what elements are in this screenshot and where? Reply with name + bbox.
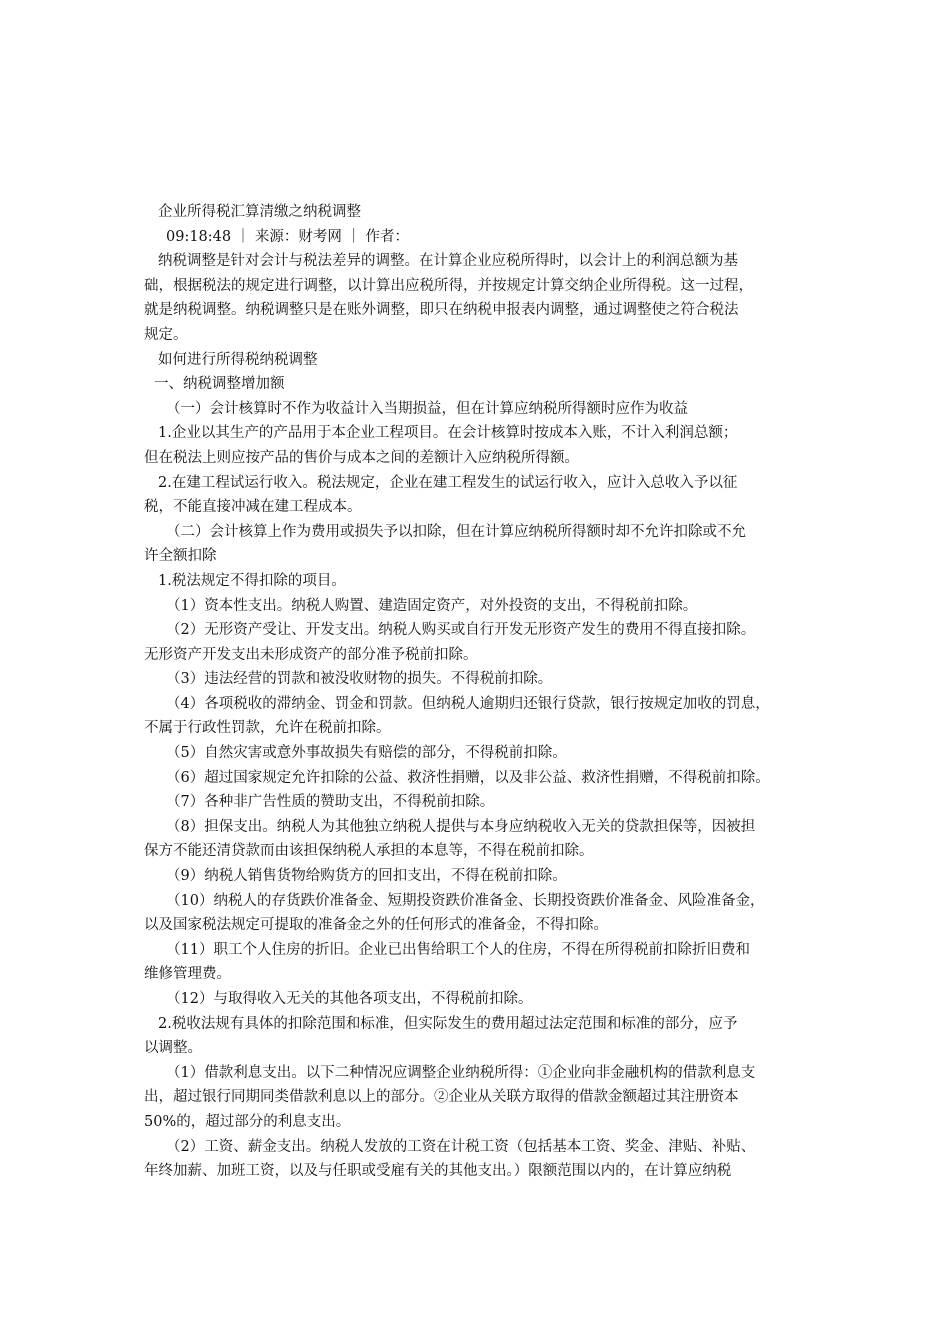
text-line: 础，根据税法的规定进行调整，以计算出应税所得，并按规定计算交纳企业所得税。这一过程， [144,277,753,294]
text-line: 保方不能还清贷款而由该担保纳税人承担的本息等，不得在税前扣除。 [144,843,594,860]
text-line: 就是纳税调整。纳税调整只是在账外调整，即只在纳税申报表内调整，通过调整使之符合税法 [144,302,739,319]
document-lines [144,249,820,1184]
text-line: 50%的，超过部分的利息支出。 [144,1113,351,1130]
text-line: （2）无形资产受让、开发支出。纳税人购买或自行开发无形资产发生的费用不得直接扣除。 [166,622,756,639]
text-line: （1）借款利息支出。以下二种情况应调整企业纳税所得：①企业向非金融机构的借款利息支 [166,1064,756,1081]
text-line: （7）各种非广告性质的赞助支出，不得税前扣除。 [166,794,495,811]
text-line: 维修管理费。 [144,966,231,983]
text-line: （一）会计核算时不作为收益计入当期损益，但在计算应纳税所得额时应作为收益 [166,400,688,417]
text-line: 1.税法规定不得扣除的项目。 [158,572,346,589]
text-line: （11）职工个人住房的折旧。企业已出售给职工个人的住房，不得在所得税前扣除折旧费和 [166,941,750,958]
text-line: 如何进行所得税纳税调整 [158,351,318,368]
text-line: 年终加薪、加班工资，以及与任职或受雇有关的其他支出。）限额范围以内的，在计算应纳税 [144,1163,732,1180]
text-line: （9）纳税人销售货物给购货方的回扣支出，不得在税前扣除。 [166,868,567,885]
text-line: （3）违法经营的罚款和被没收财物的损失。不得税前扣除。 [166,671,553,688]
text-line: （1）资本性支出。纳税人购置、建造固定资产，对外投资的支出，不得税前扣除。 [166,597,698,614]
text-line: 2.在建工程试运行收入。税法规定，企业在建工程发生的试运行收入，应计入总收入予以征 [158,474,738,491]
text-line: 以调整。 [144,1040,202,1057]
text-line: 以及国家税法规定可提取的准备金之外的任何形式的准备金，不得扣除。 [144,917,608,934]
text-line: （12）与取得收入无关的其他各项支出，不得税前扣除。 [166,991,533,1007]
text-line: 出，超过银行同期同类借款利息以上的部分。②企业从关联方取得的借款金额超过其注册资本 [144,1089,739,1106]
text-line: 2.税收法规有具体的扣除范围和标准，但实际发生的费用超过法定范围和标准的部分，应予 [158,1015,738,1032]
text-line: 但在税法上则应按产品的售价与成本之间的差额计入应纳税所得额。 [144,449,579,466]
text-line: （二）会计核算上作为费用或损失予以扣除，但在计算应纳税所得额时却不允许扣除或不允 [166,523,746,540]
text-line: 无形资产开发支出未形成资产的部分准予税前扣除。 [144,646,478,663]
text-line: 规定。 [144,326,188,343]
text-line: （6）超过国家规定允许扣除的公益、救济性捐赠，以及非公益、救济性捐赠，不得税前扣除。 [166,769,770,786]
text-line: 纳税调整是针对会计与税法差异的调整。在计算企业应税所得时，以会计上的利润总额为基 [158,253,738,270]
text-line: 一、纳税调整增加额 [154,376,285,393]
document-title: 企业所得税汇算清缴之纳税调整 [158,204,361,220]
document-body [144,200,820,1184]
text-line: 税，不能直接冲减在建工程成本。 [144,499,362,516]
text-line: （10）纳税人的存货跌价准备金、短期投资跌价准备金、长期投资跌价准备金、风险准备金， [166,892,765,909]
text-line: 许全额扣除 [144,548,217,565]
text-line: （5）自然灾害或意外事故损失有赔偿的部分，不得税前扣除。 [166,745,567,762]
document-meta: 09:18:48 ｜ 来源：财考网 ｜ 作者： [166,228,410,245]
text-line: （4）各项税收的滞纳金、罚金和罚款。但纳税人逾期归还银行贷款，银行按规定加收的罚息， [166,695,770,712]
text-line: （2）工资、薪金支出。纳税人发放的工资在计税工资（包括基本工资、奖金、津贴、补贴、 [166,1138,756,1155]
text-line: 1.企业以其生产的产品用于本企业工程项目。在会计核算时按成本入账，不计入利润总额； [158,425,738,442]
text-line: （8）担保支出。纳税人为其他独立纳税人提供与本身应纳税收入无关的贷款担保等，因被担 [166,818,756,835]
text-line: 不属于行政性罚款，允许在税前扣除。 [144,720,391,737]
